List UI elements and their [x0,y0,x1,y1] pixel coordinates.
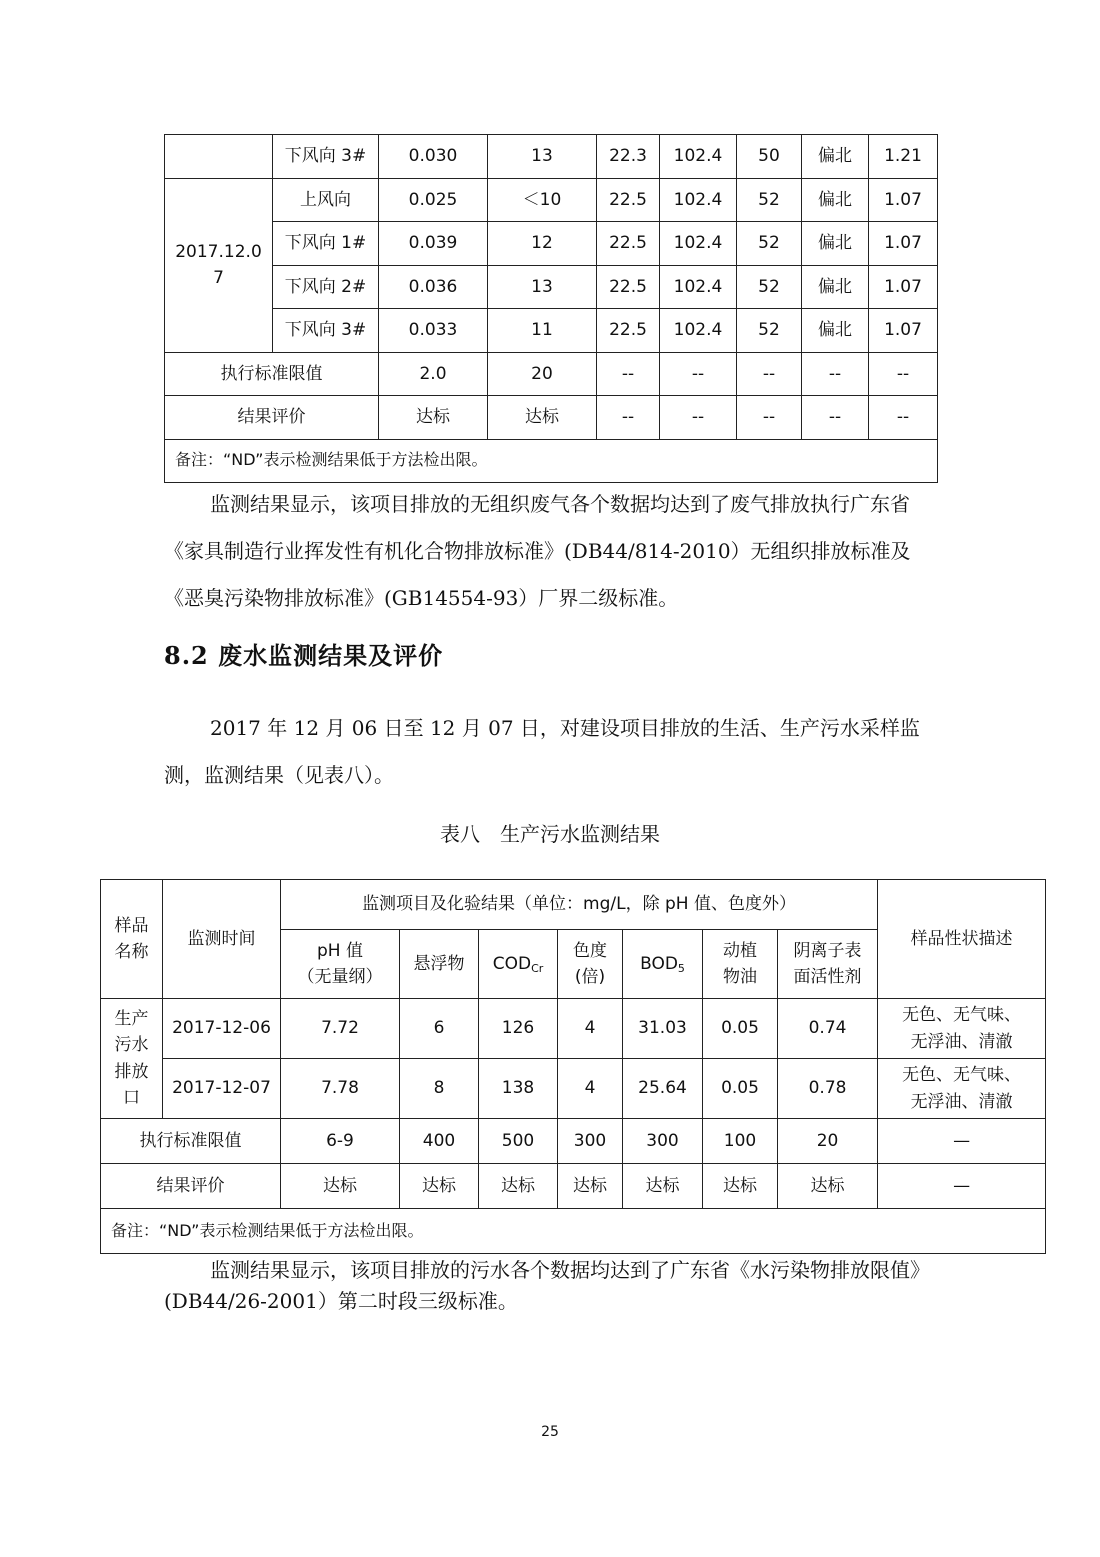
header-subscript: 5 [677,961,685,975]
pressure-cell: 102.4 [660,222,737,266]
header-oil [703,930,778,999]
position-cell: 下风向 3# [273,135,379,179]
standard-value: 6-9 [281,1119,400,1164]
standard-value: 100 [703,1119,778,1164]
color-cell: 4 [558,1059,623,1119]
bod-cell: 25.64 [623,1059,703,1119]
value-cell: 0.036 [379,265,488,309]
standard-value: 2.0 [379,352,488,396]
result-value: 达标 [281,1164,400,1209]
table-row [101,999,1046,1059]
date-line-2: 7 [213,268,224,288]
header-text: BOD [640,953,678,974]
header-text: 阴离子表 [793,940,862,961]
humidity-cell: 52 [737,309,802,353]
standard-value: 500 [479,1119,558,1164]
description-text: 无浮油、清澈 [910,1091,1013,1112]
value-cell: 11 [488,309,597,353]
time-cell: 2017-12-07 [163,1059,281,1119]
standard-value: 300 [558,1119,623,1164]
oil-cell: 0.05 [703,1059,778,1119]
standard-value: 400 [400,1119,479,1164]
table-note: 备注：“ND”表示检测结果低于方法检出限。 [101,1209,1046,1254]
temperature-cell: 22.5 [597,178,660,222]
position-cell: 上风向 [273,178,379,222]
sample-name-text: 生产 [114,1008,149,1029]
wind-speed-cell: 1.21 [869,135,938,179]
value-cell: ＜10 [488,178,597,222]
wind-direction-cell: 偏北 [802,222,869,266]
empty-cell [165,135,273,179]
paragraph-air-conclusion [164,481,939,622]
header-text: (倍) [574,967,606,987]
header-text: 样品 [114,915,149,936]
description-text: 无浮油、清澈 [910,1031,1013,1052]
header-time: 监测时间 [163,880,281,999]
header-sample-name [101,880,163,999]
table-row [165,265,938,309]
humidity-cell: 52 [737,222,802,266]
note-row [101,1209,1046,1254]
ph-cell: 7.72 [281,999,400,1059]
table-row [165,309,938,353]
standard-value: -- [597,352,660,396]
result-row [165,396,938,440]
pressure-cell: 102.4 [660,135,737,179]
header-text: 面活性剂 [793,967,862,987]
header-description: 样品性状描述 [878,880,1046,999]
humidity-cell: 52 [737,178,802,222]
result-value: — [878,1164,1046,1209]
position-cell: 下风向 3# [273,309,379,353]
result-value: -- [660,396,737,440]
header-text: pH 值 [317,940,363,961]
result-value: 达标 [479,1164,558,1209]
paragraph-text: 监测结果显示，该项目排放的无组织废气各个数据均达到了废气排放执行广东省《家具制造行业挥发性有机化合物排放标准》(DB44/814-2010）无组织排放标准及《恶臭污染物排放标准》(GB14554-93）厂界二级标准。 [164,492,911,610]
header-text: 物油 [723,967,757,987]
date-line-1: 2017.12.0 [175,241,262,262]
value-cell: 13 [488,265,597,309]
humidity-cell: 52 [737,265,802,309]
header-cod [479,930,558,999]
result-value: 达标 [488,396,597,440]
value-cell: 0.039 [379,222,488,266]
table-row [165,135,938,179]
cod-cell: 138 [479,1059,558,1119]
result-value: 达标 [778,1164,878,1209]
position-cell: 下风向 1# [273,222,379,266]
standard-value: 20 [778,1119,878,1164]
ph-cell: 7.78 [281,1059,400,1119]
header-text: （无量纲） [297,967,383,987]
result-value: 达标 [379,396,488,440]
standard-label: 执行标准限值 [101,1119,281,1164]
standard-value: — [878,1119,1046,1164]
pressure-cell: 102.4 [660,309,737,353]
color-cell: 4 [558,999,623,1059]
description-cell [878,999,1046,1059]
description-cell [878,1059,1046,1119]
wind-direction-cell: 偏北 [802,265,869,309]
table-row [101,1059,1046,1119]
result-value: -- [869,396,938,440]
result-row [101,1164,1046,1209]
cod-cell: 126 [479,999,558,1059]
temperature-cell: 22.5 [597,265,660,309]
temperature-cell: 22.5 [597,222,660,266]
sample-name-text: 排放 [114,1061,149,1082]
value-cell: 0.030 [379,135,488,179]
header-items: 监测项目及化验结果（单位：mg/L，除 pH 值、色度外） [281,880,878,930]
air-monitoring-table [164,134,938,483]
section-heading: 8.2 废水监测结果及评价 [164,641,444,670]
time-cell: 2017-12-06 [163,999,281,1059]
value-cell: 0.033 [379,309,488,353]
header-ss: 悬浮物 [400,930,479,999]
paragraph-water-intro [164,705,939,799]
wind-speed-cell: 1.07 [869,178,938,222]
wind-speed-cell: 1.07 [869,265,938,309]
header-text: 名称 [114,942,149,962]
table-caption: 表八 生产污水监测结果 [440,822,660,846]
ss-cell: 8 [400,1059,479,1119]
result-value: 达标 [623,1164,703,1209]
standard-row [165,352,938,396]
value-cell: 12 [488,222,597,266]
header-text: 色度 [573,940,607,961]
result-value: 达标 [558,1164,623,1209]
header-text: COD [492,953,532,974]
note-row [165,439,938,483]
description-text: 无色、无气味、 [902,1065,1022,1086]
page-number: 25 [541,1424,559,1440]
table-row [165,222,938,266]
header-bod [623,930,703,999]
las-cell: 0.78 [778,1059,878,1119]
result-value: 达标 [400,1164,479,1209]
paragraph-text: 监测结果显示，该项目排放的污水各个数据均达到了广东省《水污染物排放限值》(DB44/26-2001）第二时段三级标准。 [164,1258,930,1313]
standard-value: -- [737,352,802,396]
description-text: 无色、无气味、 [902,1005,1022,1026]
position-cell: 下风向 2# [273,265,379,309]
wastewater-monitoring-table [100,879,1046,1254]
header-ph [281,930,400,999]
standard-value: 300 [623,1119,703,1164]
standard-value: -- [869,352,938,396]
value-cell: 0.025 [379,178,488,222]
wind-speed-cell: 1.07 [869,309,938,353]
paragraph-text: 2017 年 12 月 06 日至 12 月 07 日，对建设项目排放的生活、生产污水采样监测，监测结果（见表八）。 [164,716,920,787]
header-subscript: Cr [531,961,544,975]
ss-cell: 6 [400,999,479,1059]
result-value: 达标 [703,1164,778,1209]
wind-direction-cell: 偏北 [802,309,869,353]
header-color [558,930,623,999]
date-cell [165,178,273,352]
header-text: 动植 [723,940,757,961]
wind-direction-cell: 偏北 [802,135,869,179]
result-label: 结果评价 [165,396,379,440]
result-label: 结果评价 [101,1164,281,1209]
standard-value: -- [660,352,737,396]
temperature-cell: 22.3 [597,135,660,179]
table-row [165,178,938,222]
pressure-cell: 102.4 [660,265,737,309]
pressure-cell: 102.4 [660,178,737,222]
table-note: 备注：“ND”表示检测结果低于方法检出限。 [165,439,938,483]
result-value: -- [597,396,660,440]
sample-name-cell [101,999,163,1119]
standard-value: 20 [488,352,597,396]
standard-label: 执行标准限值 [165,352,379,396]
las-cell: 0.74 [778,999,878,1059]
standard-row [101,1119,1046,1164]
paragraph-water-conclusion [164,1255,939,1317]
wind-speed-cell: 1.07 [869,222,938,266]
sample-name-text: 污水 [114,1035,149,1056]
temperature-cell: 22.5 [597,309,660,353]
header-row [101,880,1046,930]
wind-direction-cell: 偏北 [802,178,869,222]
standard-value: -- [802,352,869,396]
humidity-cell: 50 [737,135,802,179]
header-las [778,930,878,999]
sample-name-text: 口 [123,1087,140,1108]
bod-cell: 31.03 [623,999,703,1059]
result-value: -- [802,396,869,440]
value-cell: 13 [488,135,597,179]
result-value: -- [737,396,802,440]
oil-cell: 0.05 [703,999,778,1059]
